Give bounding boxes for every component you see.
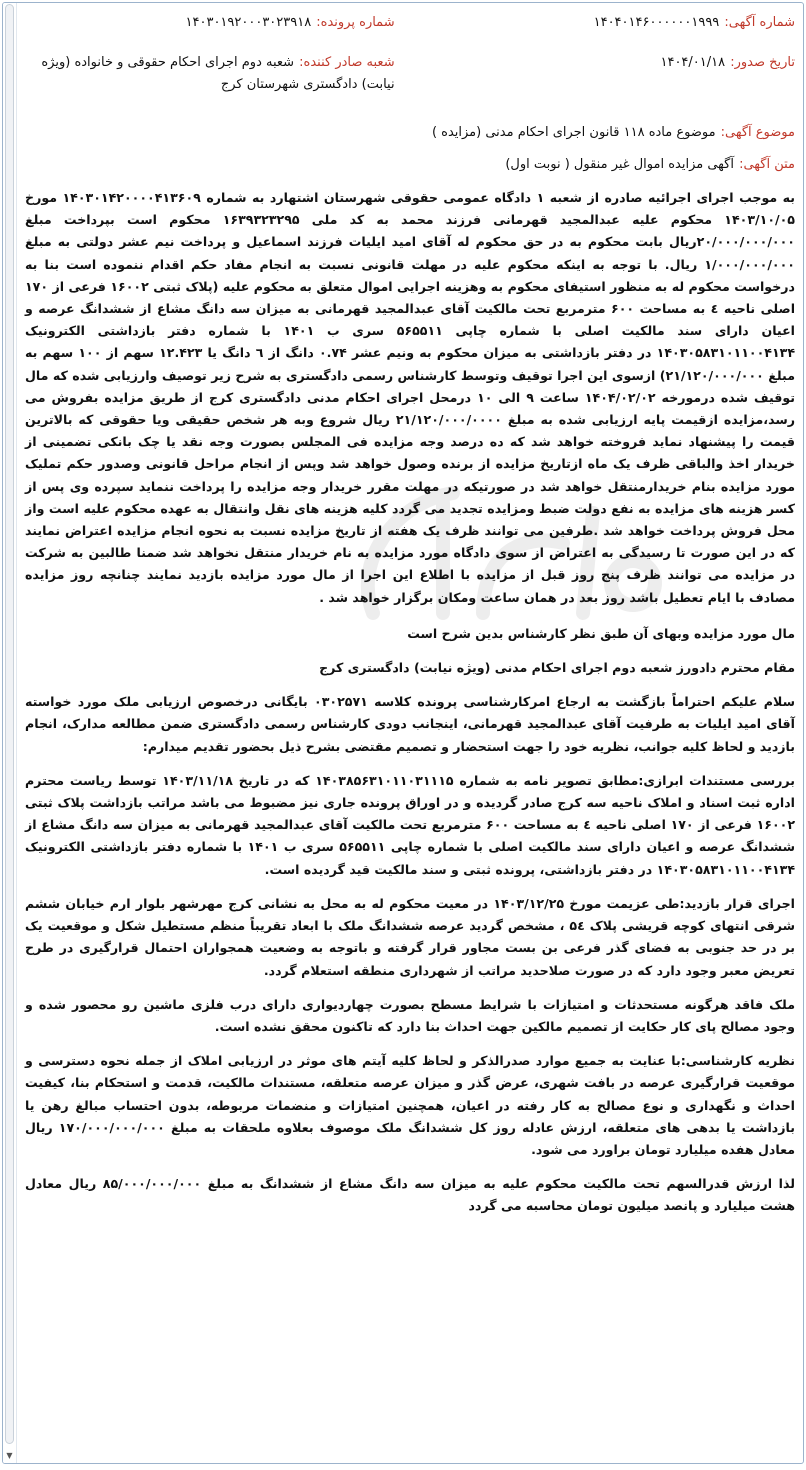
ad-number-label: شماره آگهی: (724, 15, 795, 30)
issue-date-row (425, 51, 795, 73)
notice-content (19, 3, 803, 1218)
subject-label: موضوع آگهی: (720, 125, 795, 140)
site-visit-paragraph: اجرای قرار بازدید:طی عزیمت مورخ ۱۴۰۳/۱۲/۲۵ در معیت محکوم له به محل به نشانی کرج مهرشهر بلوار ارم خیابان ششم شرقی انتهای کوچه قریشی پلاک ۵٤ ، مشخص گردید عرصه ششدانگ ملک با ابعاد تقریباً منظم مستطیل شکل و موقعیت یک بر در حد جنوبی به فضای گذر فرعی بن بست مجاور قرار گرفته و باتوجه به وضعیت همجواران احتمال قرارگیری در طرح تعریض معبر وجود دارد که در صورت صلاحدید مراتب از شهرداری منطقه استعلام گردد. (25, 895, 795, 978)
notice-header (25, 3, 795, 95)
scrollbar-thumb[interactable] (5, 4, 14, 1444)
scroll-down-arrow-icon[interactable]: ▼ (6, 1451, 13, 1460)
subject-row (25, 121, 795, 143)
body-text-value: آگهی مزایده اموال غیر منقول ( نوبت اول) (505, 157, 734, 172)
subject-value: موضوع ماده ۱۱۸ قانون اجرای احکام مدنی (مزایده ) (431, 125, 716, 140)
header-right-column (425, 3, 795, 73)
greeting-paragraph: سلام علیکم احتراماً بازگشت به ارجاع امرکارشناسی پرونده کلاسه ۰۳۰۲۵۷۱ بایگانی درخصوص ارزیابی ملک مورد خواسته آقای امید ایلیات به طرفیت آقای عبدالمجید قهرمانی، اینجانب دودی کارشناس رسمی دادگستری ضمن مطالعه مدارک، انجام بازدید و لحاظ کلیه جوانب، نظریه خود را جهت استحضار و تصمیم مقتضی بشرح ذیل بحضور تقدیم میدارم: (25, 694, 795, 754)
case-number-row (25, 11, 395, 33)
header-left-column (25, 3, 395, 95)
body-text-label: متن آگهی: (739, 157, 795, 172)
expert-opinion-paragraph: نظریه کارشناسی:با عنایت به جمیع موارد صدرالذکر و لحاظ کلیه آیتم های موثر در ارزیابی املاک از جمله نحوه دسترسی و موقعیت قرارگیری عرصه در بافت شهری، عرض گذر و میزان عرصه متعلقه، مستندات مالکیت، قدمت و استحکام بنا، کیفیت احداث و نگهداری و نوع مصالح به کار رفته در اعیان، همچنین امتیازات و منضمات مربوطه، بدون احتساب مبالغ رهن یا بازداشت یا بدهی های متعلقه، ارزش عادله روز کل ششدانگ ملک موصوف بعلاوه ملحقات به مبلغ ۱۷۰/۰۰۰/۰۰۰/۰۰۰ ریال معادل هفده میلیارد تومان براورد می شود. (25, 1053, 795, 1157)
ad-number-value: ۱۴۰۴۰۱۴۶۰۰۰۰۰۰۱۹۹۹ (593, 15, 720, 30)
issue-date-value: ۱۴۰۴/۰۱/۱۸ (660, 55, 726, 70)
addressee-line: مقام محترم دادورز شعبه دوم اجرای احکام مدنی (ویژه نیابت) دادگستری کرج (319, 660, 795, 676)
issuer-row (25, 51, 395, 95)
ad-number-row (425, 11, 795, 33)
issue-date-label: تاریخ صدور: (730, 55, 795, 70)
issuer-label: شعبه صادر کننده: (299, 55, 395, 70)
body-text-row (25, 153, 795, 175)
auction-main-paragraph: به موجب اجرای اجرائیه صادره از شعبه ۱ دادگاه عمومی حقوقی شهرستان اشتهارد به شماره ۱۴۰۳۰۱۴۲۰۰۰۰۴۱۳۶۰۹ مورخ ۱۴۰۳/۱۰/۰۵ محکوم علیه عبدالمجید قهرمانی فرزند محمد به کد ملی ۱۶۳۹۳۲۳۲۹۵ محکوم است بپرداخت مبلغ ۲۰/۰۰۰/۰۰۰/۰۰۰ریال بابت محکوم به در حق محکوم له آقای امید ایلیات فرزند اسماعیل و پرداخت نیم عشر دولتی به مبلغ ۱/۰۰۰/۰۰۰/۰۰۰ ریال. با توجه به اینکه محکوم علیه در مهلت قانونی نسبت به انجام مفاد حکم اقدام ننموده است بنا به درخواست محکوم له به منظور استیفای محکوم به وهزینه اجرایی اموال متعلق به محکوم علیه (پلاک ثبتی ۱۶۰۰۲ فرعی از ۱۷۰ اصلی ناحیه ٤ به مساحت ۶۰۰ مترمربع تحت مالکیت آقای عبدالمجید قهرمانی به میزان سه دانگ مشاع از ششدانگ عرصه و اعیان دارای سند مالکیت اصلی با شماره چاپی ۵۶۵۵۱۱ سری ب ۱۴۰۱ با شماره دفتر بازداشتی الکترونیک ۱۴۰۳۰۵۸۳۱۰۱۱۰۰۴۱۳۴ در دفتر بازداشتی به میزان محکوم به ونیم عشر ۰.۷۴ دانگ از ٦ دانگ یا ۱۲.۴۲۳ سهم از ۱۰۰ سهم به مبلغ ۲۱/۱۲۰/۰۰۰/۰۰۰) ازسوی این اجرا توقیف وتوسط کارشناس رسمی دادگستری به شرح زیر توصیف وارزیابی شده که مال توقیف شده درمورخه ۱۴۰۴/۰۲/۰۲ ساعت ۹ الی ۱۰ درمحل اجرای احکام مدنی دادگستری کرج از طریق مزایده بفروش می رسد،مزایده ازقیمت پایه ارزیابی شده به مبلغ ۲۱/۱۲۰/۰۰۰/۰۰۰۰ ریال شروع وبه هر شخص حقیقی ویا حقوقی که بالاترین قیمت را پیشنهاد نماید فروخته خواهد شد که ده درصد وجه مزایده فی المجلس بصورت وجه نقد یا چک بانکی تضمینی از خریدار اخذ والباقی ظرف یک ماه ازتاریخ مزایده از برنده وصول خواهد شد وپس از انجام مراحل قانونی وصدور حکم تملیک مورد مزایده بنام خریدارمنتقل خواهد شد در صورتیکه در مهلت مقرر خریدار وجه مزایده را پرداخت ننماید سپرده وی پس از کسر هزینه های مزایده به نفع دولت ضبط ومزایده تجدید می گردد کلیه هزینه های نقل وانتقال به عهده محکوم علیه است واز محل فروش پرداخت خواهد شد .طرفین می توانند ظرف یک هفته از تاریخ مزایده نسبت به نحوه انجام مزایده اعتراض نمایند که در این صورت تا رسیدگی به اعتراض از سوی دادگاه مورد مزایده به نام خریدار منتقل نخواهد شد ضمنا طالبین به شرکت در مزایده می توانند ظرف پنج روز قبل از مزایده با اطلاع این اجرا از مال مورد مزایده بازدید نمایند چنانچه روز مزایده مصادف با ایام تعطیل باشد روز بعد در همان ساعت ومکان برگزار خواهد شد . (25, 190, 796, 605)
issuer-value: شعبه دوم اجرای احکام حقوقی و خانواده (ویژه نیابت) دادگستری شهرستان کرج (41, 55, 395, 92)
scrollbar[interactable] (3, 3, 17, 1463)
documents-review-paragraph: بررسی مستندات ابرازی:مطابق تصویر نامه به شماره ۱۴۰۳۸۵۶۳۱۰۱۱۰۳۱۱۱۵ که در تاریخ ۱۴۰۳/۱۱/۱۸ توسط ریاست محترم اداره ثبت اسناد و املاک ناحیه سه کرج صادر گردیده و در اوراق پرونده جاری نیز مضبوط می باشد مراتب بازداشت پلاک ثبتی ۱۶۰۰۲ فرعی از ۱۷۰ اصلی ناحیه ٤ به مساحت ۶۰۰ مترمربع تحت مالکیت آقای عبدالمجید قهرمانی به میزان سه دانگ مشاع از ششدانگ عرصه و اعیان دارای سند مالکیت اصلی با شماره چاپی ۵۶۵۵۱۱ سری ب ۱۴۰۱ با شماره دفتر بازداشتی الکترونیک ۱۴۰۳۰۵۸۳۱۰۱۱۰۰۴۱۳۴ در دفتر بازداشتی، پرونده ثبتی و سند مالکیت قید گردیده است. (25, 772, 796, 877)
property-condition-paragraph: ملک فاقد هرگونه مستحدثات و امتیازات با شرایط مسطح بصورت چهاردیواری دارای درب فلزی ماشین رو محصور شده و وجود مصالح پای کار حکایت از تصمیم مالکین جهت احداث بنا دارد که تاکنون محقق نشده است. (25, 996, 795, 1034)
notice-panel (2, 2, 804, 1464)
share-value-paragraph: لذا ارزش قدرالسهم تحت مالکیت محکوم علیه به میزان سه دانگ مشاع از ششدانگ به مبلغ ۸۵/۰۰۰/۰۰۰/۰۰۰ ریال معادل هشت میلیارد و پانصد میلیون تومان محاسبه می گردد (25, 1176, 796, 1214)
appraisal-intro-line: مال مورد مزایده وبهای آن طبق نظر کارشناس بدین شرح است (407, 625, 795, 641)
case-number-label: شماره پرونده: (316, 15, 395, 30)
case-number-value: ۱۴۰۳۰۱۹۲۰۰۰۳۰۲۳۹۱۸ (185, 15, 312, 30)
